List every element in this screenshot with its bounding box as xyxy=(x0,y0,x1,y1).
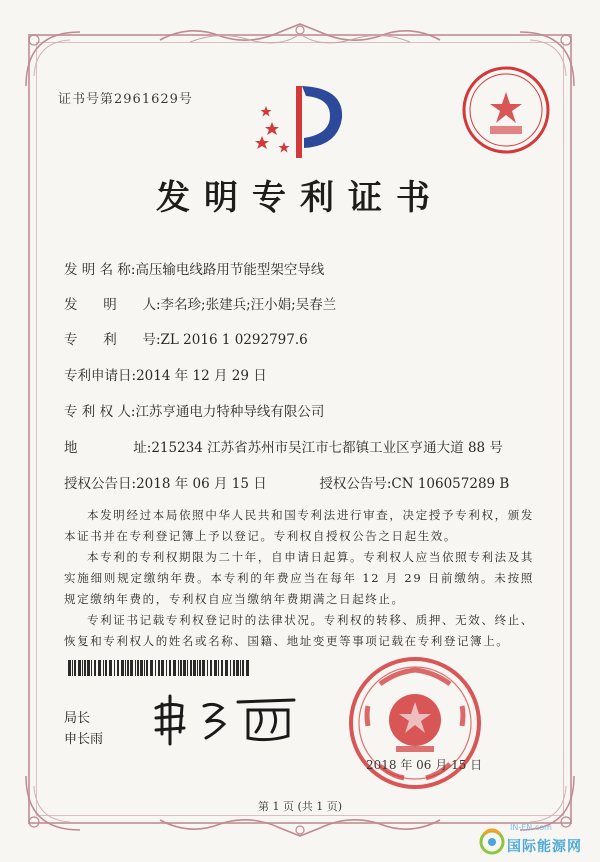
field-value: 江苏亨通电力特种导线有限公司 xyxy=(135,404,325,420)
announce-number-value: CN 106057289 B xyxy=(391,476,510,492)
corner-ornament-top-left xyxy=(20,26,90,96)
body-paragraph: 本发明经过本局依照中华人民共和国专利法进行审查，决定授予专利权，颁发本证书并在专利登记簿上予以登记。专利权自授权公告之日起生效。 xyxy=(64,508,534,543)
barcode-bar xyxy=(130,660,133,676)
announce-date-value: 2018 年 06 月 15 日 xyxy=(136,476,267,492)
barcode-bar xyxy=(210,660,212,676)
barcode-bar xyxy=(161,660,164,676)
barcode-bar xyxy=(202,660,205,676)
director-signature-icon xyxy=(148,688,308,748)
barcode-bar xyxy=(114,660,115,676)
field-value: ZL 2016 1 0292797.6 xyxy=(160,332,308,348)
barcode-bar xyxy=(117,660,119,676)
barcode-bar xyxy=(150,660,153,676)
barcode-bar xyxy=(78,660,81,676)
field-value: 2014 年 12 月 29 日 xyxy=(136,368,267,384)
barcode-bar xyxy=(207,660,208,676)
barcode-bar xyxy=(187,660,188,676)
barcode-bar xyxy=(246,660,249,676)
barcode-bar xyxy=(214,660,217,676)
barcode-bar xyxy=(91,660,92,676)
barcode-bar xyxy=(169,660,171,676)
barcode-bar xyxy=(197,660,198,676)
field-label: 发 明 人: xyxy=(64,297,161,313)
barcode-bar xyxy=(94,660,96,676)
barcode-bar xyxy=(144,660,145,676)
barcode-bar xyxy=(218,660,219,676)
barcode-bar xyxy=(242,660,244,676)
watermark-text: 国际能源网 xyxy=(507,839,582,855)
field-value: 李名珍;张建兵;汪小娟;吴春兰 xyxy=(160,297,337,313)
barcode-bar xyxy=(221,660,223,676)
barcode-bar xyxy=(183,660,186,676)
field-announcement xyxy=(64,472,509,492)
body-paragraph: 本专利的专利权期限为二十年，自申请日起算。专利权人应当依照专利法及其实施细则规定缴纳年费。本专利的年费应当在每年 12 月 29 日前缴纳。未按照规定缴纳年费的，专利权自应当缴纳年费期满之日起终止。 xyxy=(64,550,534,606)
barcode-bar xyxy=(127,660,129,676)
barcode-bar xyxy=(74,660,76,676)
barcode-bar xyxy=(84,660,86,676)
barcode-bar xyxy=(180,660,182,676)
barcode-bar xyxy=(109,660,112,676)
field-value: 215234 江苏省苏州市吴江市七都镇工业区亨通大道 88 号 xyxy=(151,440,503,456)
barcode-bar xyxy=(155,660,156,676)
certificate-number: 证书号第2961629号 xyxy=(58,92,193,107)
barcode-bar xyxy=(190,660,192,676)
director-name: 申长雨 xyxy=(64,732,104,747)
field-label: 专 利 号: xyxy=(64,332,161,348)
barcode-bar xyxy=(166,660,167,676)
field-patentee xyxy=(64,400,324,420)
barcode-bar xyxy=(125,660,126,676)
announce-date-label: 授权公告日: xyxy=(64,476,137,492)
field-value: 高压输电线路用节能型架空导线 xyxy=(135,262,325,278)
barcode-bar xyxy=(178,660,179,676)
barcode-bar xyxy=(236,660,239,676)
agency-seal-icon xyxy=(460,64,552,156)
top-ornament xyxy=(150,22,450,48)
page-number: 第 1 页 (共 1 页) xyxy=(257,800,343,813)
field-application-date xyxy=(64,364,267,384)
barcode-icon xyxy=(68,660,250,676)
barcode-bar xyxy=(121,660,124,676)
watermark-subtext: IN-EN.com xyxy=(510,823,552,832)
patent-office-logo-icon xyxy=(252,82,352,162)
certificate-body xyxy=(64,505,534,652)
field-label: 专利申请日: xyxy=(64,368,137,384)
barcode-bar xyxy=(137,660,139,676)
barcode-bar xyxy=(158,660,160,676)
barcode-bar xyxy=(105,660,107,676)
barcode-bar xyxy=(103,660,104,676)
bottom-ornament xyxy=(150,812,450,838)
field-address xyxy=(64,436,503,456)
field-label: 专 利 权 人: xyxy=(64,404,136,420)
barcode-bar xyxy=(68,660,71,676)
barcode-bar xyxy=(146,660,148,676)
barcode-bar xyxy=(193,660,196,676)
field-inventors xyxy=(64,293,336,313)
barcode-bar xyxy=(140,660,143,676)
barcode-bar xyxy=(82,660,83,676)
barcode-bar xyxy=(87,660,90,676)
certificate-title: 发明专利证书 xyxy=(156,178,444,218)
body-paragraph: 专利证书记载专利权登记时的法律状况。专利权的转移、质押、无效、终止、恢复和专利权人的姓名或名称、国籍、地址变更等事项记载在专利登记簿上。 xyxy=(64,613,534,648)
barcode-bar xyxy=(230,660,231,676)
barcode-bar xyxy=(199,660,201,676)
barcode-bar xyxy=(173,660,176,676)
barcode-bar xyxy=(225,660,228,676)
field-label: 发 明 名 称: xyxy=(64,262,136,278)
announce-number-label: 授权公告号: xyxy=(319,476,392,492)
field-label: 地 址: xyxy=(64,440,152,456)
barcode-bar xyxy=(233,660,235,676)
director-title: 局长 xyxy=(64,711,91,726)
barcode-bar xyxy=(240,660,241,676)
barcode-bar xyxy=(72,660,73,676)
stamp-date: 2018 年 06 月 15 日 xyxy=(366,758,483,772)
field-patent-number xyxy=(64,328,308,348)
barcode-bar xyxy=(135,660,136,676)
barcode-bar xyxy=(98,660,101,676)
field-invention-name xyxy=(64,258,324,278)
